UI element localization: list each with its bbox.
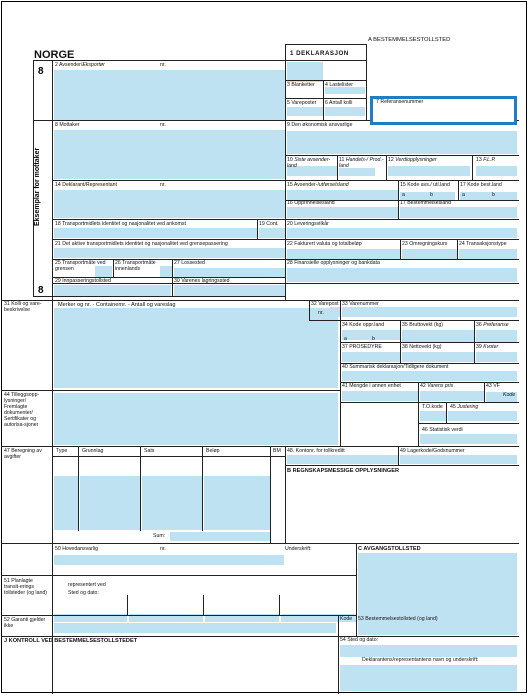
f54-sign-label: Deklarantens/representantens navn og underskrift:	[362, 657, 479, 663]
f24-field[interactable]	[459, 249, 517, 259]
f4-label: 4 Lastelister	[325, 82, 353, 88]
f14-nr: nr.	[160, 182, 166, 188]
rule	[458, 180, 459, 200]
rule	[356, 543, 357, 636]
f9-field[interactable]	[287, 131, 517, 154]
f42-label: 42 Varens pris	[420, 383, 454, 389]
rule	[52, 60, 53, 694]
rule	[400, 320, 401, 363]
f37-label: 37 PROSEDYRE	[342, 344, 382, 350]
rule	[474, 320, 475, 363]
f30-label: 30 Varenes lagringssted	[174, 278, 230, 284]
f47-label: 47 Beregning av avgifter	[4, 448, 42, 460]
f17a-a: a	[462, 192, 465, 198]
f53-field[interactable]	[358, 624, 517, 635]
rule	[309, 320, 519, 321]
rule	[338, 615, 339, 694]
f9-label: 9 Den økonomisk ansvarlige	[287, 122, 353, 128]
f47-type-field[interactable]	[54, 476, 78, 530]
f29-label: 29 Innpasseringstollsted	[55, 278, 111, 284]
f2-nr: nr.	[160, 62, 166, 68]
f40-field[interactable]	[342, 371, 517, 381]
f31-marks-label: Merker og nr. - Containernr. - Antall og vareslag	[58, 302, 176, 308]
to-kode-label: T.O.kode	[422, 404, 443, 410]
f47-sats-field[interactable]	[142, 476, 202, 530]
rule	[340, 300, 341, 446]
f42-field[interactable]	[420, 391, 484, 401]
country-title: NORGE	[34, 49, 75, 61]
rule	[257, 219, 258, 239]
f17a-label: 17 Kode best.land	[460, 182, 502, 188]
section-b-label: B REGNSKAPSMESSIGE OPPLYSNINGER	[287, 468, 400, 474]
f47-grunnlag-field[interactable]	[80, 476, 140, 530]
rule	[285, 44, 366, 45]
f8-field[interactable]	[54, 130, 285, 179]
f45-field[interactable]	[448, 411, 517, 421]
f28-field[interactable]	[287, 268, 517, 282]
kode-label: Kode	[340, 616, 353, 622]
f43-kode: Kode	[503, 392, 516, 398]
place-date-label: Sted og dato:	[68, 590, 99, 596]
rule	[285, 465, 519, 466]
f54-label: 54 Sted og dato:	[340, 637, 379, 643]
f40-label: 40 Summarisk deklarasjon/Tidligere dokument	[342, 364, 449, 370]
f39-label: 39 Kvoter	[476, 344, 499, 350]
f18-label: 18 Transportmidlets identitet og nasjonalitet ved ankomst	[55, 221, 186, 227]
f8-label: 8 Mottaker	[55, 122, 80, 128]
rule	[140, 446, 141, 531]
f36-label: 36 Preferanse	[476, 322, 509, 328]
rule	[472, 155, 473, 180]
f7-label: 7 Referansenummer	[376, 99, 424, 105]
rule	[285, 80, 366, 81]
rule	[309, 300, 310, 320]
copy-number-top: 8	[38, 66, 44, 77]
f2-label: 2 Avsender/Eksportør	[55, 62, 105, 68]
rule	[400, 239, 401, 259]
f3-field[interactable]	[287, 62, 323, 82]
f48-label: 48. Kontonr. for tollkreditt	[287, 448, 345, 454]
f28-label: 28 Finansielle opplysninger og bankdata	[287, 260, 380, 266]
f5-label: 5 Vareposter	[287, 100, 317, 106]
f44-field[interactable]	[54, 393, 338, 445]
f15a-label: 15 Kode avs./ utl.land	[400, 182, 450, 188]
rule	[78, 446, 79, 531]
represented-label: representert ved	[68, 582, 106, 588]
signature-label: Underskrift:	[285, 546, 312, 552]
f33-label: 33 Varenummer	[342, 301, 379, 307]
f25-label: 25 Transportmåte ved grensen	[55, 260, 106, 272]
f41-field[interactable]	[342, 391, 418, 401]
rule	[446, 402, 447, 423]
rule	[386, 155, 387, 180]
f47-col-grunnlag: Grunnlag	[82, 448, 104, 454]
f36-field[interactable]	[476, 330, 517, 342]
rule	[398, 180, 399, 219]
copy-number-bottom: 8	[38, 285, 44, 296]
rule	[285, 60, 366, 61]
f21-label: 21 Det aktive transportmidlets identitet og nasjonalitet ved grensepassering	[55, 241, 228, 247]
f2-field[interactable]	[54, 70, 285, 120]
f13-label: 13 F.L.P.	[476, 157, 496, 163]
rule	[52, 239, 519, 240]
f15-label: 15 Avsender-/utførselsland	[287, 182, 349, 188]
f15-field[interactable]	[287, 190, 398, 200]
f47-col-belop: Beløp	[206, 448, 220, 454]
rule	[270, 446, 271, 543]
f43-label: 43 VF	[486, 383, 500, 389]
f31-label: 31 Kolli og vare-beskrivelse	[4, 301, 42, 313]
section-j-label: J KONTROLL VED BESTEMMELSESTOLLSTEDET	[4, 638, 138, 644]
f20-field[interactable]	[287, 228, 517, 238]
f49-field[interactable]	[400, 455, 517, 464]
f14-field[interactable]	[54, 190, 285, 218]
f50-label: 50 Hovedansvarlig	[55, 546, 98, 552]
rule	[113, 259, 114, 277]
rule	[203, 595, 204, 615]
f35-field[interactable]	[402, 330, 474, 342]
f37-field[interactable]	[342, 352, 400, 362]
f19-field[interactable]	[259, 228, 285, 238]
f34-b: b	[372, 336, 375, 342]
rule	[340, 402, 519, 403]
f47-col-bm: BM	[273, 448, 281, 454]
f32-field[interactable]	[330, 307, 340, 317]
rule	[285, 44, 286, 300]
rule	[366, 44, 367, 120]
section-a-label: A BESTEMMELSESTOLLSTED	[368, 37, 451, 43]
f34-a: a	[344, 336, 347, 342]
f34-field[interactable]	[342, 330, 400, 340]
rule	[33, 296, 285, 297]
f23-label: 23 Omregningskurs	[402, 241, 448, 247]
f47-sum-field[interactable]	[170, 532, 270, 541]
f17-label: 17 Bestemmelsesland	[400, 200, 452, 206]
f17a-field[interactable]	[460, 192, 517, 200]
f22-label: 22 Fakturert valuta og totalbeløp	[287, 241, 362, 247]
f17a-b: b	[492, 192, 495, 198]
f47-col-type: Type	[56, 448, 68, 454]
f32-label: 32 Varepost	[311, 301, 339, 307]
f34-label: 34 Kode oppr.land	[342, 322, 385, 328]
f13-field[interactable]	[476, 166, 517, 176]
f48-field[interactable]	[287, 455, 398, 464]
f21-field[interactable]	[54, 248, 285, 258]
rule	[285, 446, 286, 543]
rule	[52, 283, 519, 284]
to-kode-field[interactable]	[420, 411, 446, 421]
f5-field[interactable]	[287, 107, 323, 116]
section-c-label: C AVGANGSTOLLSTED	[358, 546, 421, 552]
f20-label: 20 Leveringsvilkår	[287, 221, 329, 227]
rule	[285, 155, 519, 156]
rule	[457, 239, 458, 259]
rule	[418, 382, 419, 446]
rule	[1, 636, 519, 637]
copy-side-label: Eksemplar for mottaker	[34, 147, 41, 226]
rule	[398, 446, 399, 465]
f24-label: 24 Transaksjonstype	[459, 241, 507, 247]
f51-label: 51 Planlagte transit-erings tollsteder (og land)	[4, 578, 47, 596]
f44-label: 44 Tilleggsopp-lysninger/ Fremlagte dokumenter/ Sertifikater og autorisa-sjoner	[4, 392, 40, 428]
rule	[337, 155, 338, 180]
rule	[323, 80, 324, 120]
f38-field[interactable]	[402, 352, 474, 362]
f15a-field[interactable]	[400, 192, 455, 200]
f46-field[interactable]	[420, 434, 517, 444]
f17-field[interactable]	[400, 207, 517, 218]
f3-label: 3 Blanketter	[287, 82, 315, 88]
f35-label: 35 Bruttovekt (kg)	[402, 322, 443, 328]
f29-field[interactable]	[54, 285, 171, 296]
f39-field[interactable]	[476, 352, 517, 362]
f16-label: 16 Opprinnelsesland	[287, 200, 335, 206]
f15a-b: b	[430, 192, 433, 198]
f18-field[interactable]	[54, 228, 257, 238]
f15a-a: a	[402, 192, 405, 198]
f32-nr: nr.	[318, 310, 324, 316]
rule	[172, 259, 173, 296]
f52-field[interactable]	[54, 623, 336, 633]
f53-label: 53 Bestemmelsestollsted (og land)	[358, 616, 438, 622]
f6-label: 6 Antall kolli	[325, 100, 353, 106]
rule	[285, 98, 366, 99]
declaration-label: 1 DEKLARASJON	[290, 50, 349, 57]
f49-label: 49 Lagerkode/Godsnummer	[400, 448, 465, 454]
f14-label: 14 Deklarant/Representant	[55, 182, 117, 188]
f50-nr: nr.	[160, 546, 166, 552]
f50-field[interactable]	[54, 555, 284, 565]
f23-field[interactable]	[402, 249, 457, 259]
rule	[418, 423, 519, 424]
f47-sum-label: Sum:	[153, 533, 166, 539]
rule	[202, 446, 203, 531]
f22-field[interactable]	[287, 249, 400, 259]
f54-sign-field[interactable]	[340, 665, 517, 691]
f27-field[interactable]	[174, 268, 285, 277]
f30-field[interactable]	[174, 285, 285, 296]
rule	[52, 219, 519, 220]
rule	[1, 390, 340, 391]
f46-label: 46 Statistisk verdi	[422, 427, 463, 433]
f27-label: 27 Lossested	[174, 260, 205, 266]
f52-label: 52 Garanti gjelder ikke	[4, 617, 46, 629]
rule	[484, 382, 485, 402]
rule	[1, 543, 519, 544]
rule	[52, 456, 285, 457]
rule	[1, 300, 519, 301]
f26-label: 26 Transportmåte innenlands	[115, 260, 156, 272]
f10-label: 10 Siste avsender-land	[287, 157, 331, 169]
f8-nr: nr.	[160, 122, 166, 128]
f47-belop-field[interactable]	[204, 476, 270, 530]
f16-field[interactable]	[287, 207, 398, 218]
rule	[52, 180, 519, 181]
f33-field[interactable]	[342, 307, 517, 317]
f31-field[interactable]	[54, 308, 338, 388]
f11-label: 11 Handels-/ Prod.-land	[339, 157, 384, 169]
rule	[279, 595, 280, 615]
f41-label: 41 Mengde i annen enhet	[342, 383, 401, 389]
f12-label: 12 Verdiopplysninger	[388, 157, 437, 163]
f12-field[interactable]	[388, 166, 470, 176]
f19-label: 19 Cont.	[259, 221, 279, 227]
rule	[127, 595, 128, 615]
f45-label: 45 Justering	[450, 404, 479, 410]
rule	[1, 575, 356, 576]
f47-col-sats: Sats	[144, 448, 155, 454]
rule	[340, 342, 519, 343]
f6-field[interactable]	[325, 107, 365, 116]
f54-field[interactable]	[340, 645, 517, 657]
rule	[1, 615, 356, 616]
f38-label: 38 Nettovekt (kg)	[402, 344, 442, 350]
